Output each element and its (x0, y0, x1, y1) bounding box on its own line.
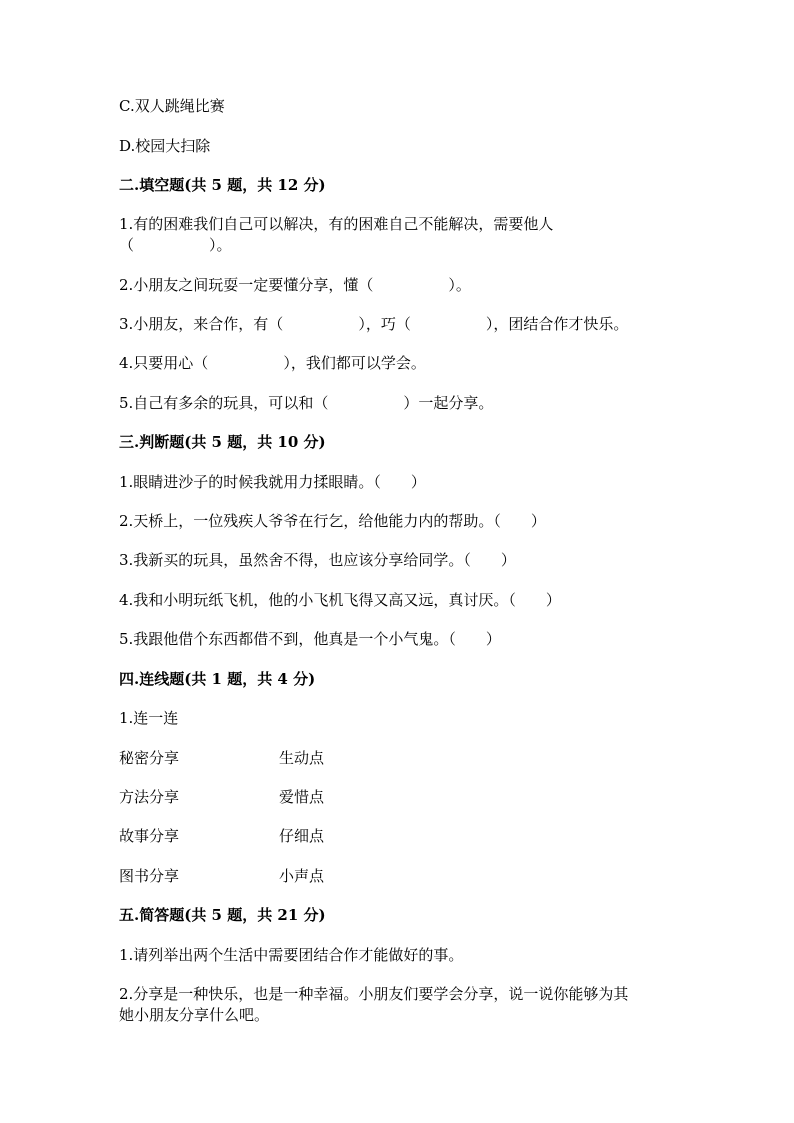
question-2: 2.小朋友之间玩耍一定要懂分享，懂（ ）。 (119, 276, 471, 294)
question-1-line-1: 1.有的困难我们自己可以解决，有的困难自己不能解决，需要他人 (119, 215, 554, 233)
question-3: 3.小朋友，来合作，有（ ），巧（ ），团结合作才快乐。 (119, 315, 629, 333)
question-1-line-2: （ ）。 (119, 236, 232, 254)
question-2-line-1: 2.分享是一种快乐，也是一种幸福。小朋友们要学会分享，说一说你能够为其 (119, 985, 629, 1003)
match-left-2: 方法分享 (119, 788, 180, 806)
question-1: 1.连一连 (119, 709, 179, 727)
question-1: 1.请列举出两个生活中需要团结合作才能做好的事。 (119, 946, 464, 964)
section-heading: 二.填空题(共 5 题，共 12 分) (119, 176, 326, 194)
match-right-4: 小声点 (279, 867, 325, 885)
question-4: 4.只要用心（ ），我们都可以学会。 (119, 354, 426, 372)
question-1: 1.眼睛进沙子的时候我就用力揉眼睛。（ ） (119, 473, 426, 491)
section-heading: 五.简答题(共 5 题，共 21 分) (119, 906, 326, 924)
question-4: 4.我和小明玩纸飞机，他的小飞机飞得又高又远，真讨厌。（ ） (119, 591, 561, 609)
section-heading: 四.连线题(共 1 题，共 4 分) (119, 670, 316, 688)
match-left-3: 故事分享 (119, 827, 180, 845)
match-left-4: 图书分享 (119, 867, 180, 885)
question-5: 5.我跟他借个东西都借不到，他真是一个小气鬼。（ ） (119, 630, 501, 648)
question-2-line-2: 她小朋友分享什么吧。 (119, 1006, 270, 1024)
question-2: 2.天桥上，一位残疾人爷爷在行乞，给他能力内的帮助。（ ） (119, 512, 546, 530)
match-right-2: 爱惜点 (279, 788, 325, 806)
question-5: 5.自己有多余的玩具，可以和（ ）一起分享。 (119, 394, 494, 412)
match-right-1: 生动点 (279, 749, 325, 767)
match-left-1: 秘密分享 (119, 749, 180, 767)
match-right-3: 仔细点 (279, 827, 325, 845)
option-c: C.双人跳绳比赛 (119, 97, 225, 115)
section-heading: 三.判断题(共 5 题，共 10 分) (119, 433, 326, 451)
question-3: 3.我新买的玩具，虽然舍不得，也应该分享给同学。（ ） (119, 551, 516, 569)
option-d: D.校园大扫除 (119, 137, 211, 155)
